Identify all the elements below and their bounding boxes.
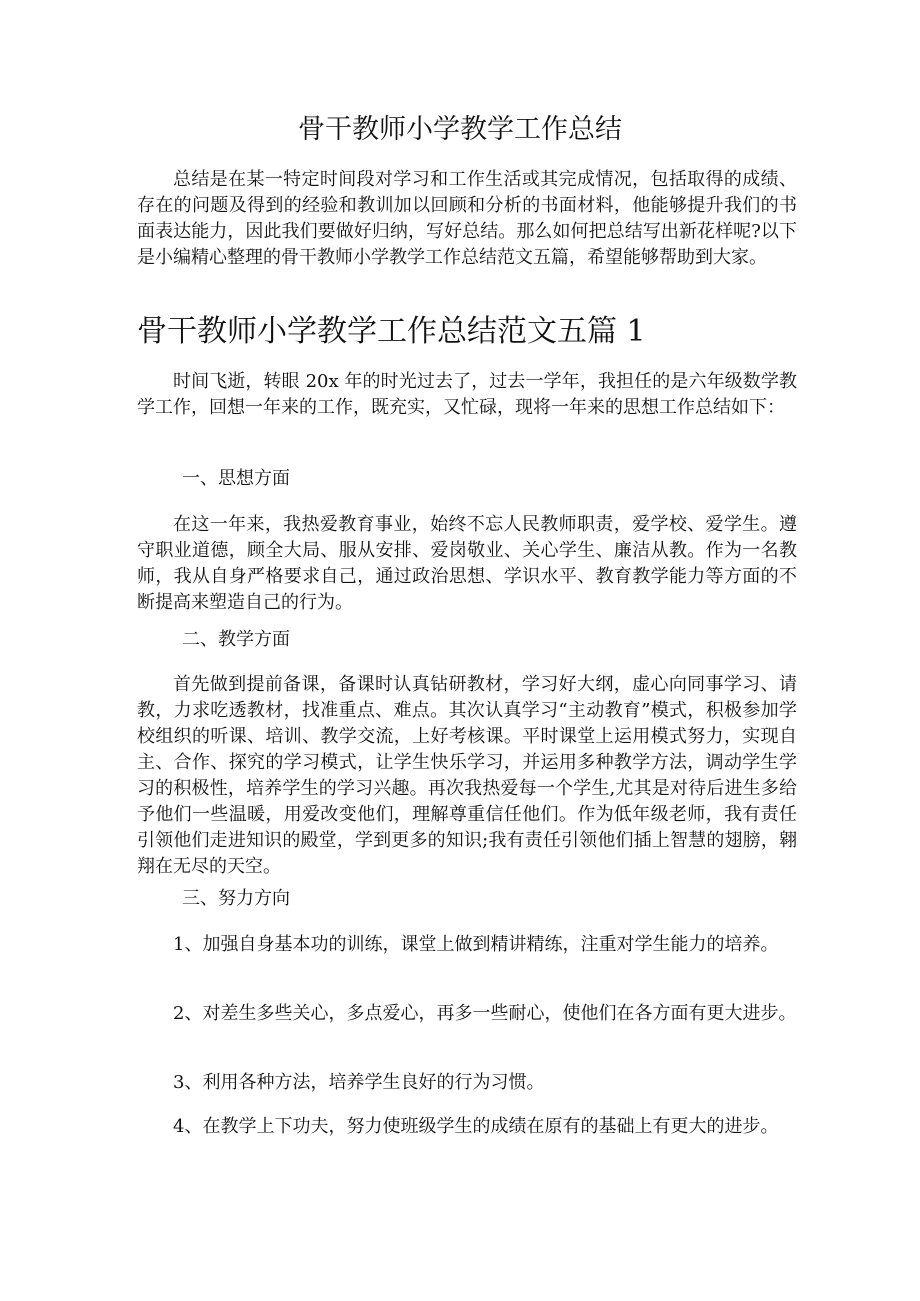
document-title: 骨干教师小学教学工作总结: [298, 114, 622, 145]
part1-paragraph: 在这一年来，我热爱教育事业，始终不忘人民教师职责，爱学校、爱学生。遵守职业道德，顾全大局、服从安排、爱岗敬业、关心学生、廉洁从教。作为一名教师，我从自身严格要求自己，通过政治思想、学识水平、教育教学能力等方面的不断提高来塑造自己的行为。: [137, 514, 797, 613]
opening-paragraph: 时间飞逝，转眼 20x 年的时光过去了，过去一学年，我担任的是六年级数学教学工作，回想一年来的工作，既充实，又忙碌，现将一年来的思想工作总结如下：: [137, 371, 797, 418]
intro-paragraph: 总结是在某一特定时间段对学习和工作生活或其完成情况，包括取得的成绩、存在的问题及得到的经验和教训加以回顾和分析的书面材料，他能够提升我们的书面表达能力，因此我们要做好归纳，写好总结。那么如何把总结写出新花样呢?以下是小编精心整理的骨干教师小学教学工作总结范文五篇，希望能够帮助到大家。: [137, 169, 797, 268]
section-title: 骨干教师小学教学工作总结范文五篇 1: [137, 314, 646, 349]
list-item: 2、对差生多些关心，多点爱心，再多一些耐心，使他们在各方面有更大进步。: [173, 1003, 797, 1024]
part2-paragraph: 首先做到提前备课，备课时认真钻研教材，学习好大纲，虚心向同事学习、请教，力求吃透教材，找准重点、难点。其次认真学习“主动教育”模式，积极参加学校组织的听课、培训、教学交流，上好考核课。平时课堂上运用模式努力，实现自主、合作、探究的学习模式，让学生快乐学习，并运用多种教学方法，调动学生学习的积极性，培养学生的学习兴趣。再次我热爱每一个学生,尤其是对待后进生多给予他们一些温暖，用爱改变他们，理解尊重信任他们。作为低年级老师，我有责任引领他们走进知识的殿堂，学到更多的知识;我有责任引领他们插上智慧的翅膀，翱翔在无尽的天空。: [137, 674, 797, 877]
part1-heading: 一、思想方面: [182, 468, 290, 489]
list-item: 4、在教学上下功夫，努力使班级学生的成绩在原有的基础上有更大的进步。: [173, 1116, 779, 1137]
part3-heading: 三、努力方向: [182, 888, 290, 909]
part2-heading: 二、教学方面: [182, 629, 290, 650]
list-item: 1、加强自身基本功的训练，课堂上做到精讲精练，注重对学生能力的培养。: [173, 934, 779, 955]
list-item: 3、利用各种方法，培养学生良好的行为习惯。: [173, 1072, 545, 1093]
